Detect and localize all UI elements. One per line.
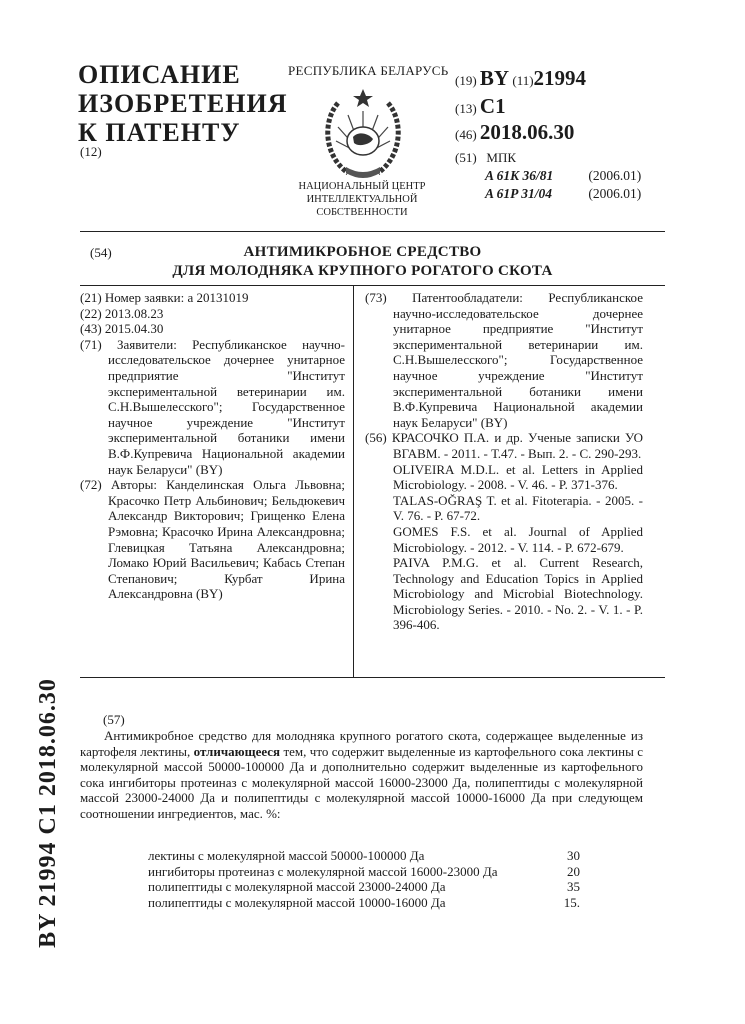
reference-item: GOMES F.S. et al. Journal of Applied Microbiology. - 2012. - V. 114. - P. 672-679. — [393, 523, 643, 555]
ipc-label: МПК — [486, 150, 517, 165]
reference-item: OLIVEIRA M.D.L. et al. Letters in Applied Microbiology. - 2008. - V. 46. - P. 371-376. — [393, 461, 643, 493]
inid-code-11: (11) — [512, 73, 534, 88]
claim-distinguishing-word: отличающееся — [193, 743, 281, 759]
side-spine-label: BY 21994 C1 2018.06.30 — [35, 678, 61, 948]
ipc-label-row — [455, 150, 516, 166]
applicants: (71) Заявители: Республиканское научно-исследовательское дочернее унитарное предприятие "Институт экспериментальной ветеринарии им. С.Н.Вышелесского"; Государственное научное учреждение "Институт экспериментальной ботаники имени В.Ф.Купревича Национальной академии наук Беларуси" (BY) — [80, 336, 345, 477]
claim-text — [80, 728, 643, 822]
divider — [80, 231, 665, 232]
ipc-class-2 — [485, 186, 641, 202]
ingredient-name: полипептиды с молекулярной массой 23000-24000 Да — [148, 879, 446, 895]
patentees: (73) Патентообладатели: Республиканское научно-исследовательское дочернее унитарное предприятие "Институт экспериментальной ветеринарии им. С.Н.Вышелесского"; Государственное научное учреждение "Институт экспериментальной ботаники имени В.Ф.Купревича Национальной академии наук Беларуси" (BY) — [365, 290, 643, 430]
inid-code-57: (57) — [103, 712, 125, 727]
country-code: BY — [479, 66, 510, 90]
composition-row — [148, 879, 580, 895]
ipc-code: A 61K 36/81 — [485, 168, 554, 183]
inid-code-46: (46) — [455, 127, 477, 142]
republic-name: РЕСПУБЛИКА БЕЛАРУСЬ — [288, 63, 449, 78]
inid-code-12: (12) — [80, 144, 102, 159]
publication-date: 2018.06.30 — [479, 120, 575, 144]
kind-row — [455, 94, 506, 119]
ipc-code: A 61P 31/04 — [485, 186, 553, 201]
composition-row — [148, 848, 580, 864]
ingredient-value: 20 — [567, 863, 580, 879]
patent-number: 21994 — [533, 66, 587, 90]
ingredient-value: 15. — [563, 894, 580, 910]
filing-date: (22) 2013.08.23 — [80, 305, 164, 321]
inid-code-51: (51) — [455, 150, 477, 165]
inid-code-13: (13) — [455, 101, 477, 116]
kind-code: C1 — [479, 94, 506, 118]
divider — [80, 285, 665, 286]
state-emblem — [318, 85, 408, 185]
divider — [80, 677, 665, 678]
invention-title: АНТИМИКРОБНОЕ СРЕДСТВО ДЛЯ МОЛОДНЯКА КРУПНОГО РОГАТОГО СКОТА — [172, 244, 553, 279]
inid-code-19: (19) — [455, 73, 477, 88]
ingredient-name: полипептиды с молекулярной массой 10000-16000 Да — [148, 894, 446, 910]
composition-row — [148, 864, 580, 880]
ingredient-name: ингибиторы протеиназ с молекулярной массой 16000-23000 Да — [148, 863, 498, 879]
claim-text-start: Антимикробное средство для молодняка крупного рогатого скота, содержащее выделенные из картофеля лектины, — [80, 728, 643, 759]
reference-item: (56) КРАСОЧКО П.А. и др. Ученые записки УО ВГАВМ. - 2011. - Т.47. - Вып. 2. - С. 290-293. — [365, 430, 643, 461]
bibliographic-right-column — [365, 290, 643, 633]
ipc-version: (2006.01) — [588, 168, 642, 183]
pub-date-row — [455, 120, 574, 145]
emblem-icon — [318, 85, 408, 185]
ipc-version: (2006.01) — [588, 186, 642, 201]
ingredient-value: 35 — [567, 879, 580, 895]
column-divider — [353, 285, 354, 678]
issuing-organization: НАЦИОНАЛЬНЫЙ ЦЕНТР ИНТЕЛЛЕКТУАЛЬНОЙ СОБСТВЕННОСТИ — [298, 181, 426, 218]
authors: (72) Авторы: Канделинская Ольга Львовна; Красочко Петр Альбинович; Бельдюкевич Александр Викторович; Грищенко Елена Рэмовна; Красочко Ирина Александровна; Глевицкая Татьяна Александровна; Ломако Юрий Васильевич; Кабась Степан Степанович; Курбат Ирина Александровна (BY) — [80, 477, 345, 602]
reference-item: TALAS-OĞRAŞ T. et al. Fitoterapia. - 2005. - V. 76. - P. 67-72. — [393, 492, 643, 524]
ingredient-name: лектины с молекулярной массой 50000-100000 Да — [148, 848, 425, 863]
bibliographic-left-column — [80, 290, 345, 602]
application-publication-date: (43) 2015.04.30 — [80, 321, 164, 337]
claim-paragraph — [80, 728, 643, 822]
country-row — [455, 66, 586, 91]
composition-table — [148, 848, 580, 910]
ingredient-value: 30 — [567, 848, 580, 863]
ipc-class-1 — [485, 168, 641, 184]
application-number: (21) Номер заявки: а 20131019 — [80, 290, 249, 305]
inid-code-54: (54) — [90, 245, 112, 260]
composition-row — [148, 895, 580, 911]
reference-item: PAIVA P.M.G. et al. Current Research, Technology and Education Topics in Applied Microbiology and Microbial Biotechnology. Microbiology Series. - 2010. - No. 2. - V. 1. - P. 396-406. — [393, 555, 643, 633]
claim-text-end: тем, что содержит выделенные из картофельного сока лектины с молекулярной массой 50000-100000 Да и дополнительно содержит выделенные из картофельного сока ингибиторы протеиназ с молекулярной массой 16000-23000 Да, полипептиды с молекулярной массой 23000-24000 Да и полипептиды с молекулярной массой 10000-16000 Да при следующем соотношении ингредиентов, мас. %: — [80, 743, 643, 821]
document-title: ОПИСАНИЕ ИЗОБРЕТЕНИЯ К ПАТЕНТУ — [78, 60, 288, 147]
